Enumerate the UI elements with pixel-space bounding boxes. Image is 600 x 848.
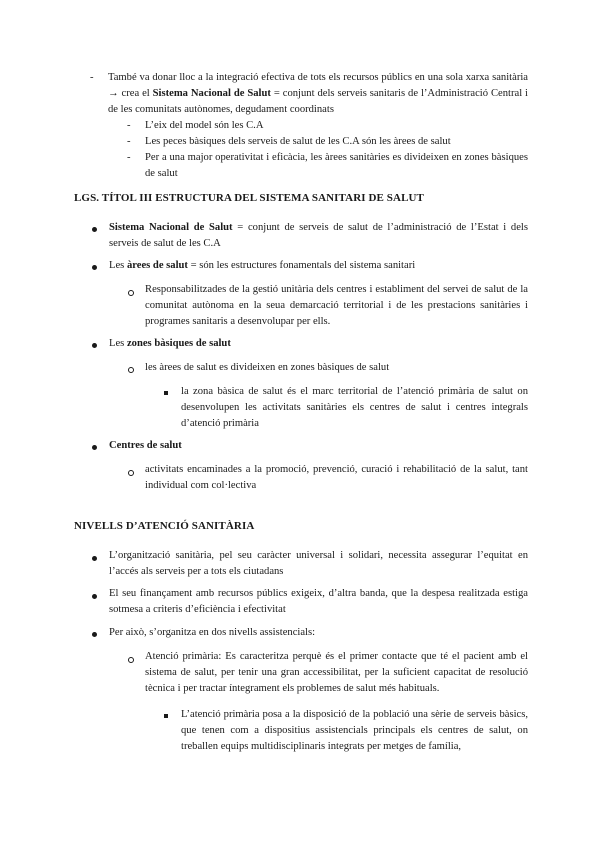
section-heading-levels: NIVELLS D’ATENCIÓ SANITÀRIA	[74, 520, 255, 532]
bullet-dot	[92, 265, 97, 270]
bullet-bold: zones bàsiques de salut	[126, 338, 231, 349]
intro-sub-3	[127, 150, 528, 182]
intro-sub-text: L’eix del model són les C.A	[145, 120, 264, 131]
intro-sub-text: Les peces bàsiques dels serveis de salut de les C.A són les àrees de salut	[145, 136, 451, 147]
intro-dash-item	[90, 70, 528, 118]
bullet-zones	[109, 336, 528, 352]
bullet-circle	[128, 657, 134, 663]
intro-paragraph	[108, 70, 528, 118]
dash-marker: -	[127, 136, 131, 147]
bullet-text-pre: Les	[109, 338, 127, 349]
section-heading-structure: LGS. TÍTOL III ESTRUCTURA DEL SISTEMA SANITARI DE SALUT	[74, 192, 424, 204]
bullet-sns	[109, 220, 528, 252]
bullet-circle	[128, 290, 134, 296]
bullet-dot	[92, 445, 97, 450]
bullet-dot	[92, 594, 97, 599]
sub-bullet-arees: Responsabilitzades de la gestió unitària dels centres i establiment del servei de salut de la comunitat autònoma en la seua demarcació territorial i de les prestacions sanitàries i programes sanitaris a desenvolupar per ells.	[145, 284, 528, 327]
intro-text-pre: També va donar lloc a la integració efectiva de tots els recursos públics en una sola xarxa sanitària → crea el	[108, 72, 528, 99]
bullet-dot	[92, 343, 97, 348]
bullet-bold: Centres de salut	[109, 440, 182, 451]
bullet-organitzacio: L’organització sanitària, pel seu caràcter universal i solidari, necessita assegurar l’equitat en l’accés als serveis per a tots els ciutadans	[109, 550, 528, 577]
subsub-bullet-zones: la zona bàsica de salut és el marc territorial de l’atenció primària de salut on desenvolupen les activitats sanitàries els centres de salut i centres integrals d’atenció primària	[181, 386, 528, 429]
sub-bullet-zones: les àrees de salut es divideixen en zones bàsiques de salut	[145, 362, 390, 373]
subsub-bullet-primaria: L’atenció primària posa a la disposició de la població una sèrie de serveis bàsics, que tenen com a dispositius assistencials principals els centres de salut, on treballen equips multidisciplinaris integrats per metges de família,	[181, 709, 528, 752]
intro-text-post: = conjunt dels serveis sanitaris de l’Administració Central i de les comunitats autònomes, degudament coordinats	[108, 88, 529, 115]
bullet-per-aixo: Per això, s’organitza en dos nivells assistencials:	[109, 627, 316, 638]
dash-marker: -	[127, 152, 131, 163]
bullet-dot	[92, 227, 97, 232]
bullet-text: = conjunt de serveis de salut de l’administració de l’Estat i dels serveis de salut de les C.A	[109, 222, 529, 249]
bullet-dot	[92, 632, 97, 637]
bullet-circle	[128, 367, 134, 373]
dash-marker: -	[127, 120, 131, 131]
sub-bullet-primaria: Atenció primària: Es caracteritza perquè és el primer contacte que té el pacient amb el sistema de salut, per tenir una gran accessibilitat, per la suficient capacitat de resolució tècnica i per tractar íntegrament els problemes de salut més habituals.	[145, 651, 528, 694]
bullet-square	[164, 391, 168, 395]
bullet-bold: Sistema Nacional de Salut	[109, 222, 233, 233]
bullet-text: = són les estructures fonamentals del sistema sanitari	[187, 260, 416, 271]
bullet-text-pre: Les	[109, 260, 127, 271]
intro-text-bold: Sistema Nacional de Salut	[152, 88, 271, 99]
intro-sub-text: Per a una major operativitat i eficàcia, les àrees sanitàries es divideixen en zones bàsiques de salut	[145, 152, 528, 179]
bullet-square	[164, 714, 168, 718]
intro-sub-2	[127, 134, 528, 150]
bullet-dot	[92, 556, 97, 561]
bullet-circle	[128, 470, 134, 476]
bullet-centres	[109, 438, 528, 454]
bullet-arees	[109, 258, 528, 274]
bullet-financament: El seu finançament amb recursos públics exigeix, d’altra banda, que la despesa realitzada estiga sotmesa a criteris d’eficiència i efectivitat	[109, 588, 528, 615]
intro-sub-1	[127, 118, 528, 134]
sub-bullet-centres: activitats encaminades a la promoció, prevenció, curació i rehabilitació de la salut, tant individual com col·lectiva	[145, 464, 528, 491]
bullet-bold: àrees de salut	[126, 260, 188, 271]
dash-marker: -	[90, 72, 94, 83]
